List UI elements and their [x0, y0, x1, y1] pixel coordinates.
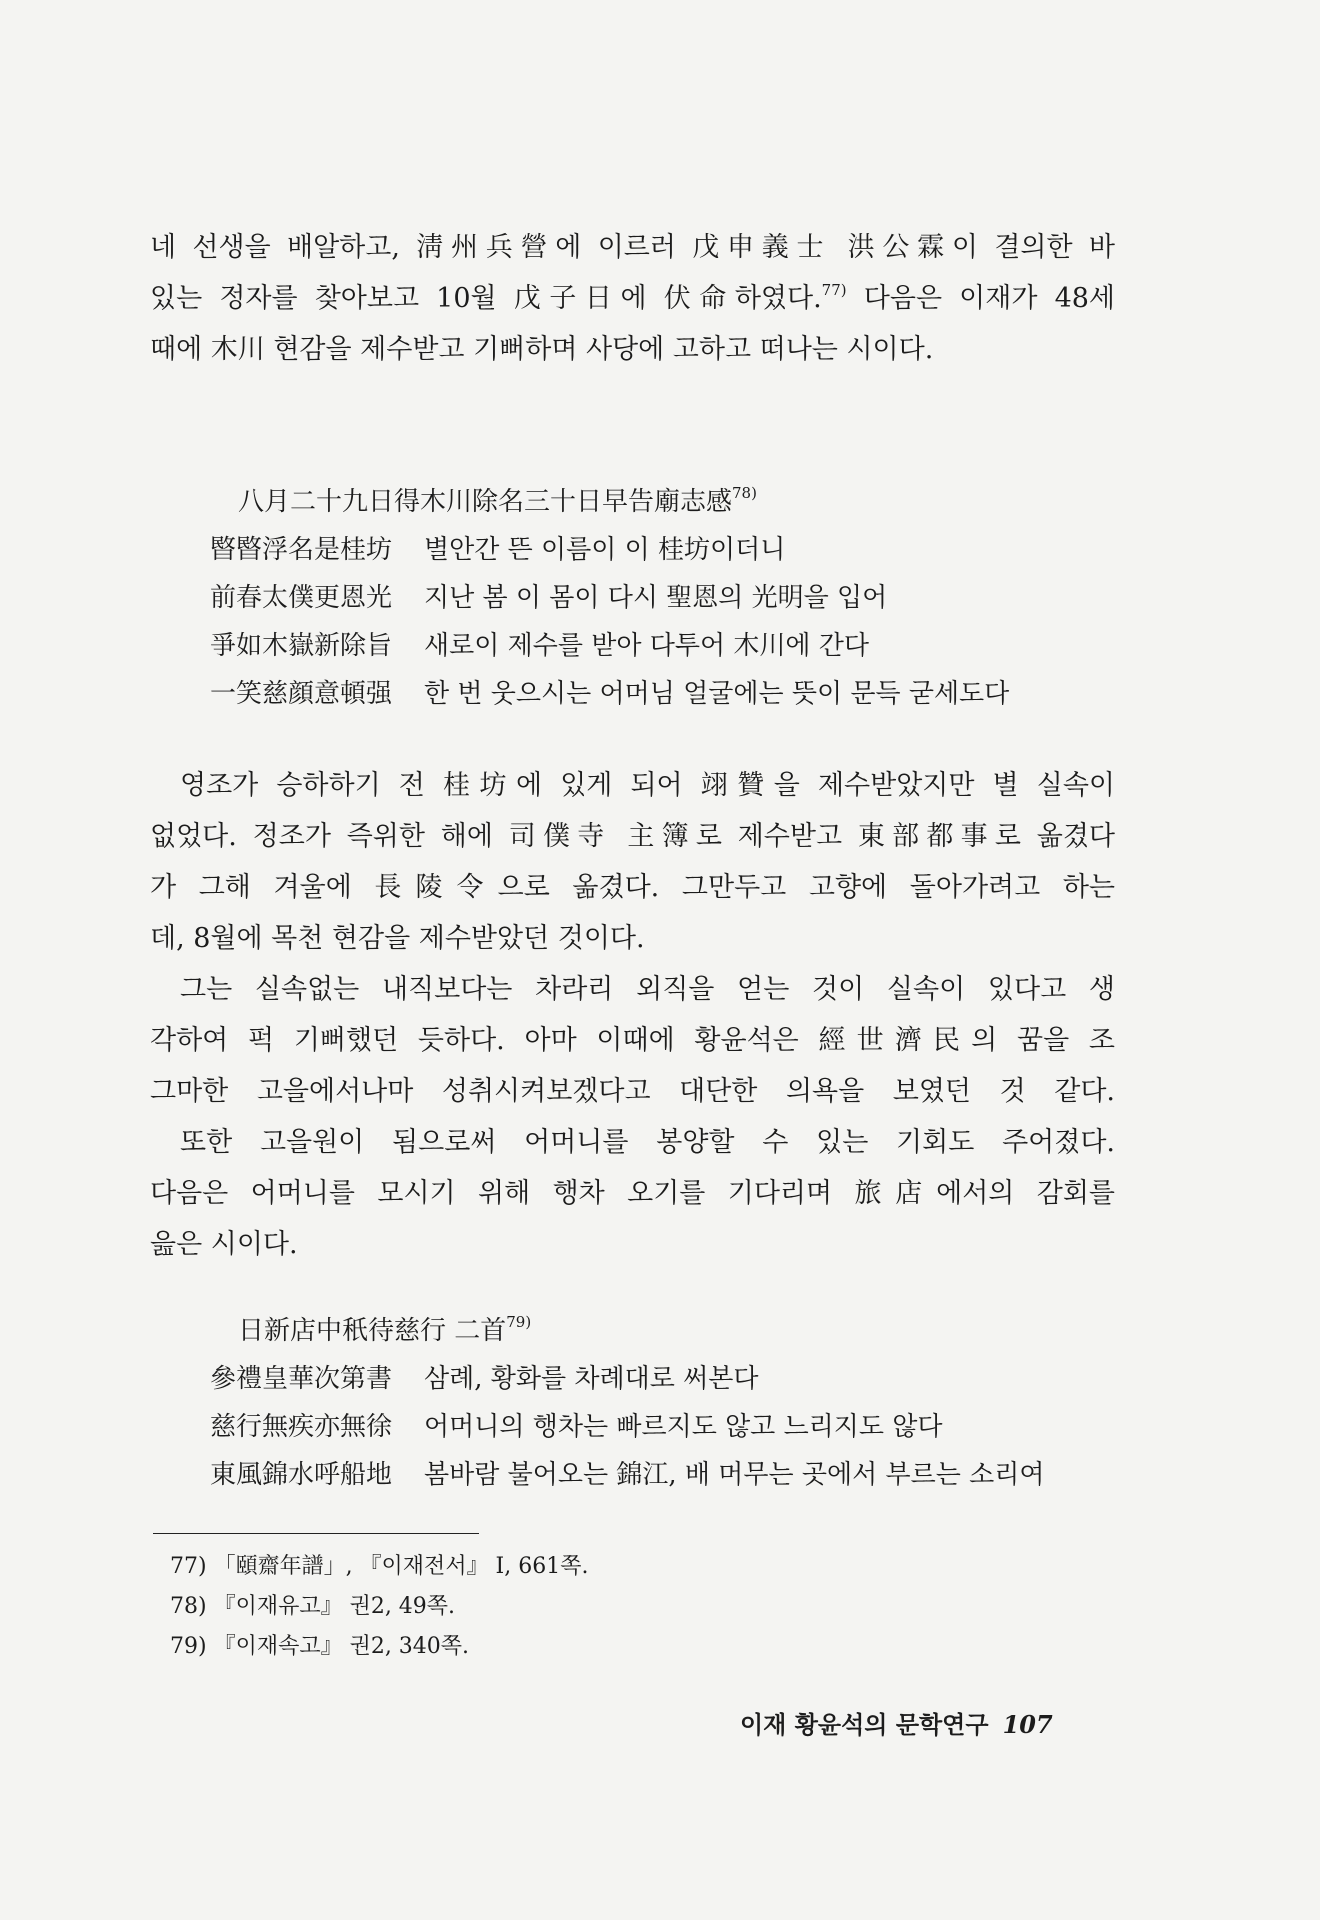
text-line: 각하여 퍽 기뻐했던 듯하다. 아마 이때에 황윤석은 經世濟民의 꿈을 조 [150, 1025, 1115, 1056]
poem-title [238, 1307, 1044, 1355]
footnotes [170, 1547, 588, 1667]
text-line: 그마한 고을에서나마 성취시켜보겠다고 대단한 의욕을 보였던 것 같다. [150, 1076, 1115, 1107]
text-line: 영조가 승하하기 전 桂坊에 있게 되어 翊贊을 제수받았지만 별 실속이 [180, 770, 1115, 801]
poem-line [210, 1403, 1044, 1451]
poem-title-text: 八月二十九日得木川除名三十日早告廟志感 [238, 487, 733, 517]
text-line: 읊은 시이다. [150, 1229, 298, 1260]
text-line: 또한 고을원이 됨으로써 어머니를 봉양할 수 있는 기회도 주어졌다. [180, 1127, 1115, 1158]
text-segment: 다음은 이재가 48세 [846, 283, 1116, 314]
poem-line-korean: 별안간 뜬 이름이 이 桂坊이더니 [424, 535, 786, 565]
body-paragraph-2 [150, 760, 1115, 1270]
poem-line-hanja: 暋暋浮名是桂坊 [210, 535, 393, 565]
poem-1 [210, 478, 1009, 718]
text-line: 때에 木川 현감을 제수받고 기뻐하며 사당에 고하고 떠나는 시이다. [150, 334, 934, 365]
poem-line [210, 622, 1009, 670]
page-number: 107 [1002, 1710, 1053, 1739]
body-paragraph-1 [150, 222, 1115, 375]
text-segment: 있는 정자를 찾아보고 10월 戊子日에 伏命하였다. [150, 283, 822, 314]
running-title: 이재 황윤석의 문학연구 [740, 1710, 989, 1739]
text-line: 데, 8월에 목천 현감을 제수받았던 것이다. [150, 923, 645, 954]
poem-2 [210, 1307, 1044, 1499]
footnote-divider [153, 1533, 479, 1534]
poem-line-korean: 한 번 웃으시는 어머님 얼굴에는 뜻이 문득 굳세도다 [424, 679, 1010, 709]
text-line: 없었다. 정조가 즉위한 해에 司僕寺 主簿로 제수받고 東部都事로 옮겼다 [150, 821, 1115, 852]
poem-line [210, 574, 1009, 622]
poem-line-hanja: 參禮皇華次第書 [210, 1364, 393, 1394]
poem-line-korean: 새로이 제수를 받아 다투어 木川에 간다 [424, 631, 869, 661]
footnote-ref-77: 77) [821, 281, 847, 299]
poem-line [210, 1451, 1044, 1499]
poem-line-korean: 어머니의 행차는 빠르지도 않고 느리지도 않다 [424, 1412, 943, 1442]
footnote-79: 79) 『이재속고』 권2, 340쪽. [170, 1634, 470, 1659]
text-line: 그는 실속없는 내직보다는 차라리 외직을 얻는 것이 실속이 있다고 생 [180, 974, 1115, 1005]
poem-line-korean: 봄바람 불어오는 錦江, 배 머무는 곳에서 부르는 소리여 [424, 1460, 1045, 1490]
poem-line-korean: 삼례, 황화를 차례대로 써본다 [424, 1364, 759, 1394]
text-line [150, 273, 1115, 324]
poem-line [210, 670, 1009, 718]
poem-line-hanja: 爭如木嶽新除旨 [210, 631, 393, 661]
poem-title [238, 478, 1009, 526]
text-line: 가 그해 겨울에 長陵令으로 옮겼다. 그만두고 고향에 돌아가려고 하는 [150, 872, 1115, 903]
poem-line-hanja: 前春太僕更恩光 [210, 583, 393, 613]
page-footer [740, 1705, 1053, 1740]
text-line: 다음은 어머니를 모시기 위해 행차 오기를 기다리며 旅店에서의 감회를 [150, 1178, 1115, 1209]
footnote-77: 77) 「頤齋年譜」, 『이재전서』 I, 661쪽. [170, 1554, 589, 1579]
poem-line-hanja: 東風錦水呼船地 [210, 1460, 393, 1490]
text-line: 네 선생을 배알하고, 淸州兵營에 이르러 戊申義士 洪公霖이 결의한 바 [150, 232, 1115, 263]
poem-line [210, 1355, 1044, 1403]
poem-line-hanja: 慈行無疾亦無徐 [210, 1412, 393, 1442]
poem-title-text: 日新店中秖待慈行 二首 [238, 1316, 507, 1346]
poem-line-korean: 지난 봄 이 몸이 다시 聖恩의 光明을 입어 [424, 583, 888, 613]
footnote-78: 78) 『이재유고』 권2, 49쪽. [170, 1594, 456, 1619]
footnote-ref-78: 78) [732, 484, 757, 502]
footnote-ref-79: 79) [506, 1313, 532, 1331]
poem-line [210, 526, 1009, 574]
poem-line-hanja: 一笑慈顔意頓强 [210, 679, 393, 709]
